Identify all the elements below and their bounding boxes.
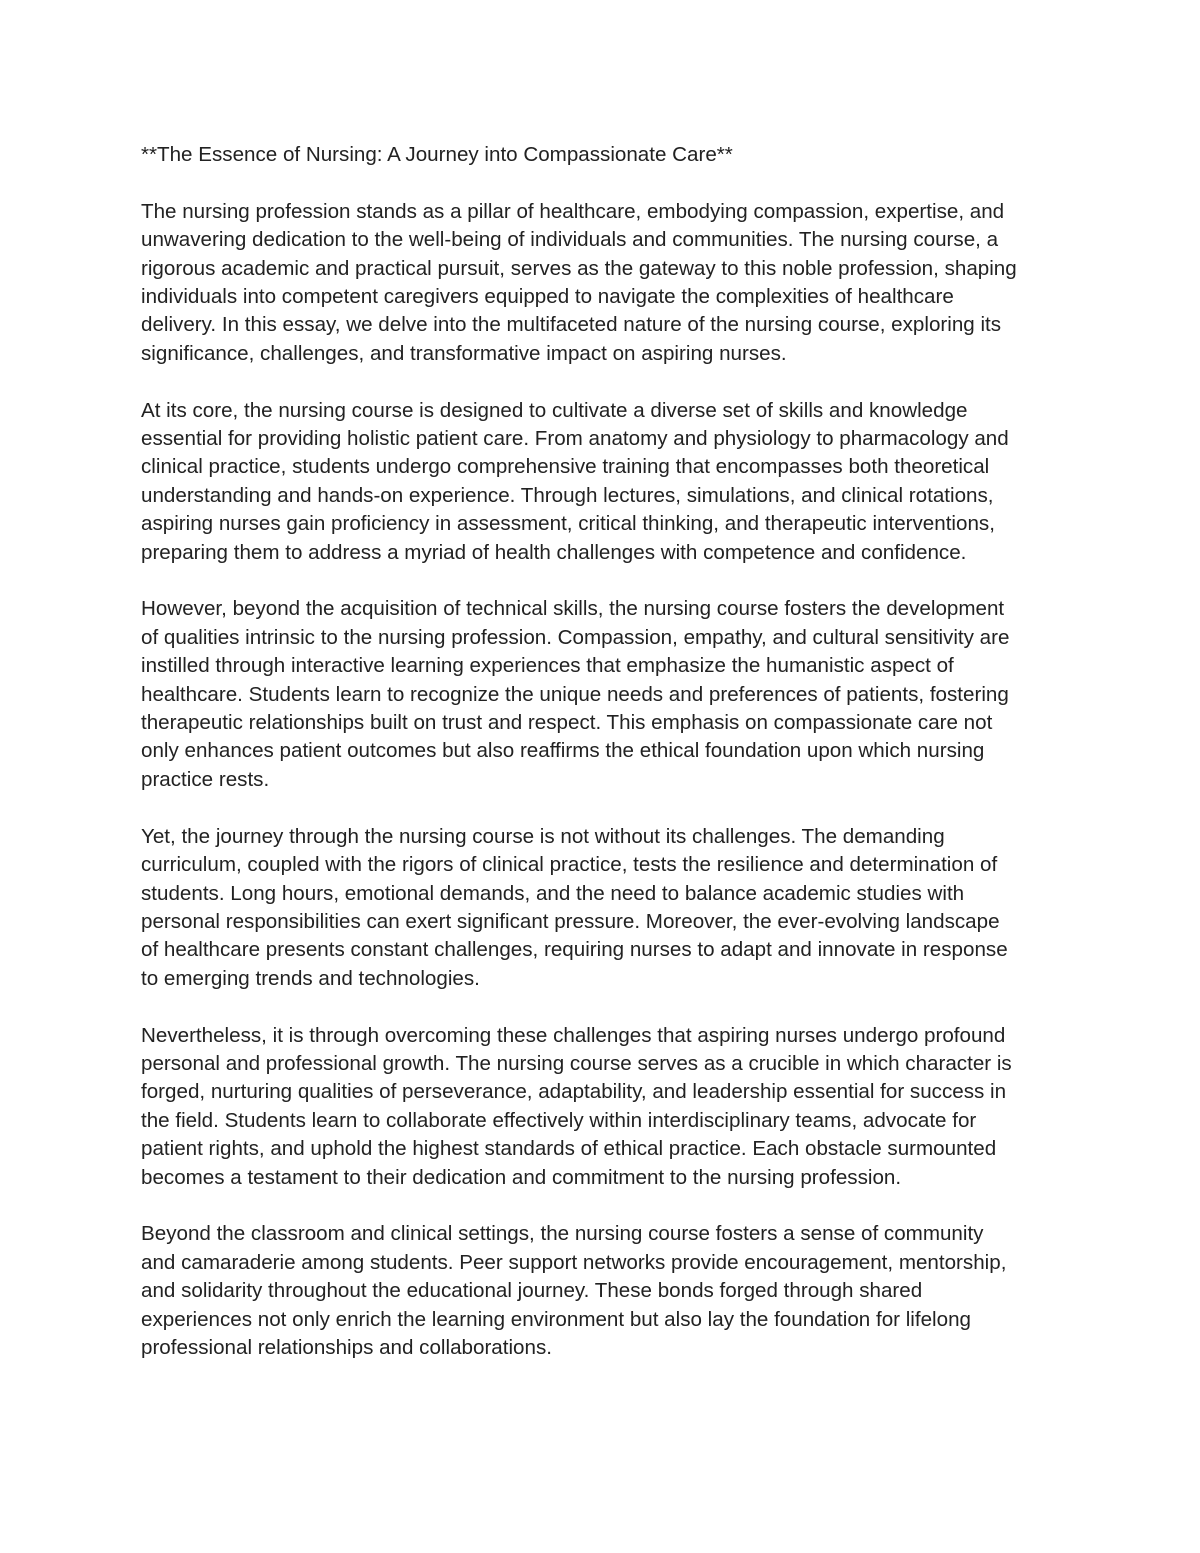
text-line: only enhances patient outcomes but also reaffirms the ethical foundation upon which nursing bbox=[141, 739, 985, 763]
paragraph bbox=[141, 397, 1071, 567]
text-line: the field. Students learn to collaborate effectively within interdisciplinary teams, advocate for bbox=[141, 1108, 977, 1132]
text-line: individuals into competent caregivers equipped to navigate the complexities of healthcare bbox=[141, 285, 954, 309]
text-line: of qualities intrinsic to the nursing profession. Compassion, empathy, and cultural sensitivity are bbox=[141, 625, 1010, 649]
paragraph-list bbox=[141, 198, 1071, 1363]
text-line: practice rests. bbox=[141, 767, 270, 791]
text-line: preparing them to address a myriad of health challenges with competence and confidence. bbox=[141, 540, 967, 564]
text-line: Nevertheless, it is through overcoming these challenges that aspiring nurses undergo profound bbox=[141, 1023, 1006, 1047]
text-line: delivery. In this essay, we delve into the multifaceted nature of the nursing course, exploring its bbox=[141, 313, 1002, 337]
paragraph bbox=[141, 823, 1071, 993]
text-line: professional relationships and collaborations. bbox=[141, 1335, 552, 1359]
text-line: forged, nurturing qualities of perseverance, adaptability, and leadership essential for success in bbox=[141, 1080, 1007, 1104]
text-line: clinical practice, students undergo comprehensive training that encompasses both theoretical bbox=[141, 455, 990, 479]
text-line: therapeutic relationships built on trust and respect. This emphasis on compassionate care not bbox=[141, 711, 993, 735]
text-line: personal and professional growth. The nursing course serves as a crucible in which character is bbox=[141, 1051, 1012, 1075]
text-line: Yet, the journey through the nursing course is not without its challenges. The demanding bbox=[141, 824, 945, 848]
paragraph bbox=[141, 198, 1071, 368]
text-line: personal responsibilities can exert significant pressure. Moreover, the ever-evolving landscape bbox=[141, 909, 1000, 933]
text-line: aspiring nurses gain proficiency in assessment, critical thinking, and therapeutic interventions, bbox=[141, 512, 995, 536]
text-line: students. Long hours, emotional demands, and the need to balance academic studies with bbox=[141, 881, 965, 905]
text-line: becomes a testament to their dedication and commitment to the nursing profession. bbox=[141, 1165, 902, 1189]
paragraph bbox=[141, 1220, 1071, 1362]
text-line: healthcare. Students learn to recognize the unique needs and preferences of patients, fostering bbox=[141, 682, 1009, 706]
text-line: rigorous academic and practical pursuit, serves as the gateway to this noble profession, shaping bbox=[141, 256, 1017, 280]
text-line: experiences not only enrich the learning environment but also lay the foundation for lifelong bbox=[141, 1307, 971, 1331]
text-line: The nursing profession stands as a pillar of healthcare, embodying compassion, expertise, and bbox=[141, 199, 1005, 223]
paragraph bbox=[141, 1022, 1071, 1192]
text-line: Beyond the classroom and clinical settings, the nursing course fosters a sense of community bbox=[141, 1222, 984, 1246]
document-body bbox=[141, 141, 1071, 1391]
text-line: to emerging trends and technologies. bbox=[141, 966, 480, 990]
paragraph bbox=[141, 595, 1071, 794]
text-line: significance, challenges, and transformative impact on aspiring nurses. bbox=[141, 341, 787, 365]
text-line: of healthcare presents constant challenges, requiring nurses to adapt and innovate in response bbox=[141, 938, 1008, 962]
text-line: understanding and hands-on experience. Through lectures, simulations, and clinical rotations, bbox=[141, 483, 994, 507]
text-line: instilled through interactive learning experiences that emphasize the humanistic aspect of bbox=[141, 654, 954, 678]
text-line: However, beyond the acquisition of technical skills, the nursing course fosters the development bbox=[141, 597, 1005, 621]
text-line: patient rights, and uphold the highest standards of ethical practice. Each obstacle surmounted bbox=[141, 1137, 997, 1161]
text-line: unwavering dedication to the well-being of individuals and communities. The nursing course, a bbox=[141, 228, 999, 252]
text-line: and solidarity throughout the educational journey. These bonds forged through shared bbox=[141, 1279, 923, 1303]
text-line: and camaraderie among students. Peer support networks provide encouragement, mentorship, bbox=[141, 1250, 1007, 1274]
text-line: At its core, the nursing course is designed to cultivate a diverse set of skills and knowledge bbox=[141, 398, 968, 422]
text-line: curriculum, coupled with the rigors of clinical practice, tests the resilience and determination of bbox=[141, 853, 998, 877]
document-title: **The Essence of Nursing: A Journey into Compassionate Care** bbox=[141, 143, 733, 166]
text-line: essential for providing holistic patient care. From anatomy and physiology to pharmacology and bbox=[141, 427, 1009, 451]
